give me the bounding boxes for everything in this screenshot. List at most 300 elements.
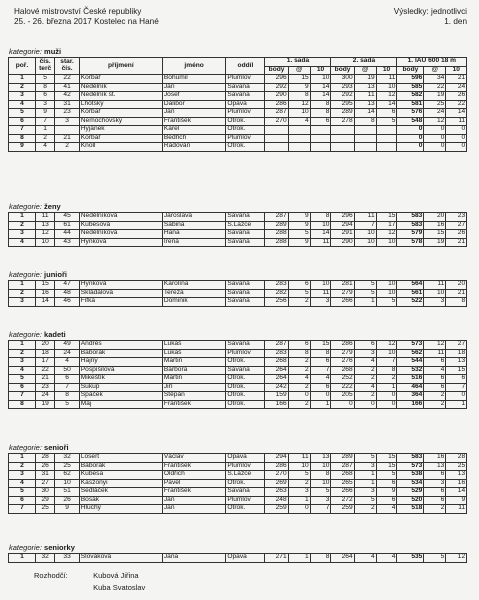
table-cell: 11 [310, 238, 331, 247]
table-cell: 1 [9, 75, 36, 84]
table-cell: 10 [310, 281, 331, 290]
table-cell: 21 [446, 238, 467, 247]
table-cell: 4 [376, 554, 397, 563]
table-cell: 12 [35, 230, 55, 239]
table-cell: 293 [331, 83, 354, 92]
table-cell: 6 [310, 383, 331, 392]
table-cell: Korbař [79, 134, 162, 143]
table-cell: 0 [424, 126, 446, 135]
table-cell: 16 [446, 479, 467, 488]
table-cell: 15 [424, 230, 446, 239]
table-cell: Karolína [162, 281, 226, 290]
table-cell: 31 [35, 471, 55, 480]
table-cell: Hana [162, 230, 226, 239]
table-cell: 159 [265, 392, 288, 401]
table-cell: 290 [331, 238, 354, 247]
table-cell: 288 [265, 230, 288, 239]
table-cell: Jan [162, 496, 226, 505]
table-cell: 2 [288, 366, 310, 375]
table-cell: 9 [288, 83, 310, 92]
column-header: @ [354, 66, 376, 75]
table-cell: 282 [265, 289, 288, 298]
table-cell: 33 [55, 554, 79, 563]
table-row [9, 134, 467, 143]
column-header: @ [288, 66, 310, 75]
table-cell: 259 [331, 505, 354, 514]
table-cell: 4 [354, 554, 376, 563]
category-section [8, 202, 466, 247]
table-cell: 20 [35, 341, 55, 350]
table-cell: 544 [397, 358, 424, 367]
table-cell: 287 [265, 213, 288, 222]
table-cell: Otrok. [226, 126, 265, 135]
table-cell: 3 [354, 462, 376, 471]
table-cell: 289 [331, 454, 354, 463]
table-cell: 585 [397, 83, 424, 92]
table-cell: 279 [331, 289, 354, 298]
column-header: poř. [9, 58, 36, 75]
table-cell: 21 [446, 75, 467, 84]
table-cell: 534 [397, 479, 424, 488]
table-cell: 9 [9, 143, 36, 152]
table-cell: 28 [35, 454, 55, 463]
table-cell: 5 [354, 454, 376, 463]
table-cell: Špaček [79, 392, 162, 401]
table-cell: Slováková [79, 554, 162, 563]
table-cell: 22 [446, 100, 467, 109]
table-cell: 1 [310, 400, 331, 409]
table-cell: 27 [35, 479, 55, 488]
category-section [8, 270, 466, 307]
table-cell: 6 [424, 471, 446, 480]
table-cell: 10 [310, 479, 331, 488]
table-cell: 8 [376, 366, 397, 375]
table-cell: 18 [446, 349, 467, 358]
table-cell: 15 [288, 75, 310, 84]
table-cell: Skládalová [79, 289, 162, 298]
table-cell: Savana [226, 298, 265, 307]
column-header: body [397, 66, 424, 75]
table-row [9, 400, 467, 409]
table-cell: 7 [9, 126, 36, 135]
table-cell: 8 [310, 100, 331, 109]
table-cell: Irena [162, 238, 226, 247]
table-cell: 10 [310, 75, 331, 84]
table-cell: 44 [55, 230, 79, 239]
table-cell: 548 [397, 117, 424, 126]
table-cell: 3 [9, 471, 36, 480]
table-cell [265, 134, 288, 143]
table-cell: Sedláček [79, 488, 162, 497]
table-cell: 30 [35, 488, 55, 497]
table-cell: 300 [331, 75, 354, 84]
table-cell: Otrok. [226, 479, 265, 488]
column-header: 1. IAU 600 18 m [397, 58, 467, 67]
table-cell: 20 [446, 281, 467, 290]
category-label: kategorie: [9, 543, 42, 552]
table-cell: S.Lazce [226, 471, 265, 480]
category-heading [9, 202, 466, 212]
table-row [9, 92, 467, 101]
table-cell: 14 [446, 488, 467, 497]
table-cell: 12 [376, 92, 397, 101]
table-cell: 19 [35, 400, 55, 409]
table-cell: 1 [354, 298, 376, 307]
table-cell: 5 [35, 75, 55, 84]
table-cell: Plumlov [226, 349, 265, 358]
table-cell: 41 [55, 83, 79, 92]
table-cell: 7 [9, 392, 36, 401]
table-cell: Sukup [79, 383, 162, 392]
column-header: 10 [376, 66, 397, 75]
table-cell: 5 [424, 554, 446, 563]
table-cell: Fifka [79, 298, 162, 307]
table-cell: 24 [424, 109, 446, 118]
table-row [9, 100, 467, 109]
table-cell: 364 [397, 392, 424, 401]
table-cell: Martin [162, 358, 226, 367]
column-header: čís. terč [35, 58, 55, 75]
table-cell: Dalibor [162, 100, 226, 109]
table-cell [310, 134, 331, 143]
judges-block [34, 570, 145, 594]
table-cell: 0 [446, 126, 467, 135]
table-cell: 26 [446, 92, 467, 101]
table-cell: Plumlov [226, 109, 265, 118]
category-name: junioři [44, 270, 67, 279]
table-cell: 7 [310, 366, 331, 375]
table-cell: 32 [35, 554, 55, 563]
table-cell: 578 [397, 238, 424, 247]
table-cell: 10 [424, 289, 446, 298]
table-cell: 287 [331, 462, 354, 471]
table-cell: 1 [376, 383, 397, 392]
date-place: 25. - 26. března 2017 Kostelec na Hané [14, 17, 159, 26]
table-cell: 28 [446, 454, 467, 463]
table-cell: 270 [265, 471, 288, 480]
table-cell: 9 [288, 221, 310, 230]
category-label: kategorie: [9, 47, 42, 56]
table-cell: 14 [310, 83, 331, 92]
table-cell: Lhotský [79, 100, 162, 109]
table-cell: Otrok. [226, 505, 265, 514]
table-cell: 15 [35, 281, 55, 290]
table-cell: S.Lazce [226, 221, 265, 230]
table-cell: 3 [35, 100, 55, 109]
table-cell: 266 [331, 488, 354, 497]
table-cell: 9 [288, 238, 310, 247]
table-cell: Opava [226, 100, 265, 109]
table-cell [376, 143, 397, 152]
table-cell: Savana [226, 213, 265, 222]
table-cell: 8 [288, 92, 310, 101]
table-row [9, 83, 467, 92]
table-cell: 9 [288, 213, 310, 222]
table-cell: 19 [354, 75, 376, 84]
table-cell: 276 [331, 358, 354, 367]
table-cell: 0 [310, 392, 331, 401]
table-cell: 287 [265, 109, 288, 118]
table-row [9, 298, 467, 307]
table-cell: 27 [446, 221, 467, 230]
table-cell: 516 [397, 375, 424, 384]
table-cell: 0 [354, 400, 376, 409]
table-cell: 7 [310, 505, 331, 514]
table-cell: 15 [376, 462, 397, 471]
table-cell: 4 [354, 383, 376, 392]
table-cell: 564 [397, 281, 424, 290]
table-cell: Jan [162, 109, 226, 118]
table-cell: 31 [55, 100, 79, 109]
table-cell: 3 [55, 117, 79, 126]
table-cell: 46 [55, 298, 79, 307]
table-cell: 3 [354, 488, 376, 497]
table-cell: 11 [288, 454, 310, 463]
table-row [9, 349, 467, 358]
category-label: kategorie: [9, 330, 42, 339]
table-cell: Jana [162, 554, 226, 563]
table-cell: 26 [55, 496, 79, 505]
table-cell: 9 [376, 488, 397, 497]
table-cell: Štěpán [162, 392, 226, 401]
table-cell: Savana [226, 341, 265, 350]
table-cell: 1 [354, 479, 376, 488]
table-cell [288, 143, 310, 152]
table-cell: 286 [265, 100, 288, 109]
table-row [9, 488, 467, 497]
table-cell: Radovan [162, 143, 226, 152]
table-row [9, 230, 467, 239]
table-cell: 290 [265, 92, 288, 101]
table-cell: 22 [35, 366, 55, 375]
table-cell: 1 [288, 554, 310, 563]
table-cell: 8 [310, 213, 331, 222]
category-heading [9, 270, 466, 280]
table-cell: 11 [376, 75, 397, 84]
table-cell: Lukáš [162, 341, 226, 350]
table-cell: 1 [9, 281, 36, 290]
table-cell: 5 [9, 109, 36, 118]
results-table [8, 453, 467, 514]
table-cell: Otrok. [226, 392, 265, 401]
table-cell: Josef [162, 92, 226, 101]
table-cell: 7 [55, 383, 79, 392]
table-cell: 2 [9, 462, 36, 471]
table-cell [354, 143, 376, 152]
table-cell: 13 [354, 83, 376, 92]
table-cell: 256 [265, 298, 288, 307]
table-cell: 268 [265, 358, 288, 367]
table-cell: 0 [446, 143, 467, 152]
table-row [9, 462, 467, 471]
table-cell: 20 [424, 213, 446, 222]
category-section [8, 47, 466, 152]
table-cell [310, 126, 331, 135]
table-cell: 8 [446, 298, 467, 307]
table-cell: 6 [9, 383, 36, 392]
table-cell: 264 [265, 366, 288, 375]
table-cell: Nedělníková [79, 230, 162, 239]
column-header: @ [424, 66, 446, 75]
table-cell: 22 [55, 75, 79, 84]
table-cell: 7 [9, 505, 36, 514]
table-cell: 4 [55, 358, 79, 367]
table-cell: 11 [310, 289, 331, 298]
table-cell: 14 [310, 230, 331, 239]
table-cell: 281 [331, 281, 354, 290]
table-cell: 4 [310, 375, 331, 384]
results-type: Výsledky: jednotlivci [393, 7, 467, 16]
table-cell: 3 [9, 230, 36, 239]
table-cell: 522 [397, 298, 424, 307]
table-cell: 24 [35, 392, 55, 401]
table-cell: 583 [397, 221, 424, 230]
table-cell: 520 [397, 496, 424, 505]
table-cell: 26 [35, 462, 55, 471]
table-cell: 10 [288, 109, 310, 118]
table-cell: 573 [397, 341, 424, 350]
table-cell: 61 [55, 221, 79, 230]
table-cell: 283 [265, 281, 288, 290]
table-cell: 573 [397, 462, 424, 471]
table-cell: 289 [331, 109, 354, 118]
results-table [8, 553, 467, 563]
table-cell: 10 [310, 462, 331, 471]
table-cell: 0 [288, 505, 310, 514]
table-cell: 268 [331, 366, 354, 375]
table-cell: Karel [162, 126, 226, 135]
day-label: 1. den [444, 17, 467, 26]
table-cell: 576 [397, 109, 424, 118]
table-row [9, 471, 467, 480]
table-cell: 10 [310, 221, 331, 230]
table-cell: 10 [288, 462, 310, 471]
table-cell: 579 [397, 230, 424, 239]
table-cell: 7 [376, 358, 397, 367]
table-cell: 8 [55, 392, 79, 401]
table-cell: 1 [35, 126, 55, 135]
table-cell: 5 [288, 471, 310, 480]
table-cell: 5 [376, 298, 397, 307]
table-cell: 0 [397, 134, 424, 143]
table-cell: Oldřich [162, 471, 226, 480]
category-heading [9, 47, 466, 57]
table-cell: Otrok. [226, 383, 265, 392]
table-cell: 18 [35, 349, 55, 358]
table-cell: Otrok. [226, 117, 265, 126]
table-cell: 9 [55, 505, 79, 514]
table-cell: 4 [288, 375, 310, 384]
table-cell: 12 [288, 100, 310, 109]
table-cell: Plumlov [226, 134, 265, 143]
table-cell: 0 [446, 134, 467, 143]
table-cell: 561 [397, 289, 424, 298]
table-cell: 0 [376, 400, 397, 409]
results-table [8, 57, 467, 152]
table-cell: 8 [354, 117, 376, 126]
table-cell: Bosák [79, 496, 162, 505]
table-cell: Savana [226, 92, 265, 101]
table-cell: 6 [424, 358, 446, 367]
column-header: 10 [310, 66, 331, 75]
table-cell: Otrok. [226, 400, 265, 409]
table-cell: 10 [35, 238, 55, 247]
table-row [9, 126, 467, 135]
table-cell [331, 143, 354, 152]
table-cell: 13 [446, 471, 467, 480]
table-cell: 4 [9, 238, 36, 247]
table-cell: 13 [354, 100, 376, 109]
results-table [8, 280, 467, 307]
table-cell: Baborák [79, 462, 162, 471]
category-heading [9, 443, 466, 453]
table-cell: 14 [354, 109, 376, 118]
table-cell: 6 [354, 341, 376, 350]
table-cell: 205 [331, 392, 354, 401]
table-cell: 14 [35, 298, 55, 307]
table-row [9, 221, 467, 230]
table-cell: Bedřich [162, 134, 226, 143]
table-cell: Savana [226, 289, 265, 298]
category-label: kategorie: [9, 443, 42, 452]
table-row [9, 366, 467, 375]
table-row [9, 505, 467, 514]
table-cell: 287 [265, 341, 288, 350]
table-cell: 45 [55, 213, 79, 222]
table-cell: Otrok. [226, 375, 265, 384]
table-cell: 1 [446, 400, 467, 409]
table-cell: 0 [424, 143, 446, 152]
table-row [9, 383, 467, 392]
table-cell: 2 [354, 392, 376, 401]
table-cell: 264 [265, 375, 288, 384]
table-cell: 7 [35, 117, 55, 126]
table-cell: 5 [9, 375, 36, 384]
table-cell: 2 [354, 366, 376, 375]
table-row [9, 358, 467, 367]
table-cell: 3 [9, 298, 36, 307]
table-cell: 3 [354, 349, 376, 358]
table-cell: 270 [265, 117, 288, 126]
table-cell: 15 [376, 454, 397, 463]
table-cell: 4 [9, 366, 36, 375]
table-cell: 50 [55, 366, 79, 375]
table-cell: 0 [288, 392, 310, 401]
table-cell: 13 [424, 462, 446, 471]
table-cell: 5 [376, 471, 397, 480]
table-row [9, 281, 467, 290]
table-cell: 5 [354, 289, 376, 298]
table-cell: 13 [35, 221, 55, 230]
table-cell [354, 134, 376, 143]
table-cell: Savana [226, 366, 265, 375]
table-cell: 4 [9, 100, 36, 109]
table-cell: 11 [354, 213, 376, 222]
column-header: body [265, 66, 288, 75]
table-cell: 6 [376, 496, 397, 505]
table-cell: 21 [446, 289, 467, 298]
table-cell: 8 [35, 83, 55, 92]
table-cell: 1 [288, 496, 310, 505]
table-cell: 11 [35, 213, 55, 222]
table-cell: 2 [424, 505, 446, 514]
table-cell: 296 [331, 213, 354, 222]
table-cell: 12 [376, 230, 397, 239]
table-cell: 8 [310, 554, 331, 563]
table-row [9, 75, 467, 84]
table-cell: Nedělník st. [79, 92, 162, 101]
table-cell: Otrok. [226, 358, 265, 367]
